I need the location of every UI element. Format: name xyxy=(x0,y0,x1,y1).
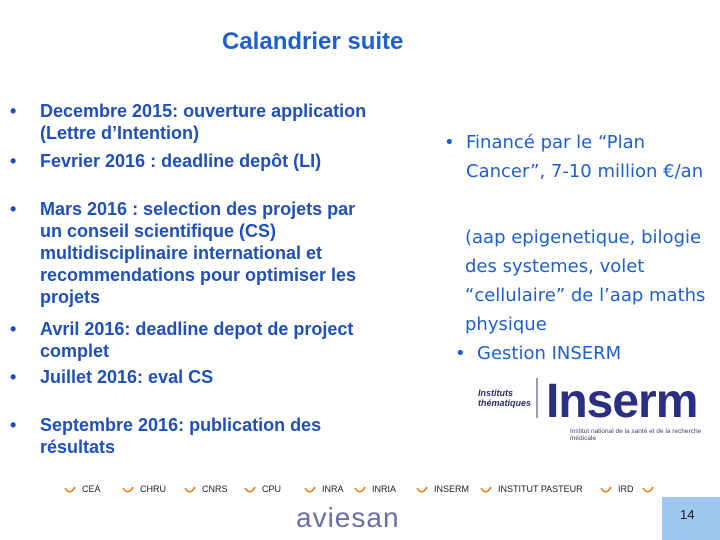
bullet-text: Decembre 2015: ouverture application (Lettre d’Intention) xyxy=(40,101,367,143)
bullet-text: Juillet 2016: eval CS xyxy=(40,367,214,387)
partner-strip xyxy=(64,484,714,500)
partner-inserm xyxy=(416,484,469,495)
bullet-marker: • xyxy=(10,319,17,339)
bullet-marker: • xyxy=(444,132,455,153)
partner-label: CHRU xyxy=(140,484,166,494)
aviesan-logo: aviesan xyxy=(296,502,400,533)
partner-end-mark xyxy=(642,484,660,495)
partner-label: INSTITUT PASTEUR xyxy=(498,484,583,494)
partner-cpu xyxy=(244,484,281,495)
bullet-text: Septembre 2016: publication des résultats xyxy=(40,415,322,457)
partner-inra xyxy=(304,484,344,495)
management-bullet xyxy=(455,339,717,368)
inserm-subtitle: Institut national de la santé et de la recherche médicale xyxy=(570,428,702,442)
partner-swirl-icon xyxy=(642,485,654,495)
partner-swirl-icon xyxy=(600,485,612,495)
partner-label: INRA xyxy=(322,484,344,494)
bullet-marker: • xyxy=(10,101,17,121)
slide-title: Calandrier suite xyxy=(222,28,404,55)
bullet-item-march xyxy=(10,198,370,308)
partner-swirl-icon xyxy=(480,485,492,495)
partner-cnrs xyxy=(184,484,228,495)
partner-swirl-icon xyxy=(354,485,366,495)
bullet-text: Mars 2016 : selection des projets par un conseil scientifique (CS) multidisciplinaire international et recommendations pour optimiser les projets xyxy=(40,199,357,307)
partner-inria xyxy=(354,484,396,495)
bullet-item-december xyxy=(10,100,370,144)
inserm-logo xyxy=(470,370,720,450)
funding-bullet xyxy=(444,128,714,186)
management-text: Gestion INSERM xyxy=(477,343,622,364)
partner-label: INSERM xyxy=(434,484,470,494)
logo-divider xyxy=(536,378,538,418)
bullet-text: Avril 2016: deadline depot de project complet xyxy=(40,319,354,361)
partner-label: IRD xyxy=(618,484,634,494)
bullet-item-july xyxy=(10,366,370,388)
bullet-text: Fevrier 2016 : deadline depôt (LI) xyxy=(40,151,322,171)
partner-cea xyxy=(64,484,101,495)
partner-label: CNRS xyxy=(202,484,228,494)
bullet-marker: • xyxy=(455,343,466,364)
partner-swirl-icon xyxy=(304,485,316,495)
partner-swirl-icon xyxy=(184,485,196,495)
inserm-wordmark: Inserm xyxy=(546,375,698,428)
partner-institut-pasteur xyxy=(480,484,583,495)
partner-label: INRIA xyxy=(372,484,397,494)
bullet-item-february xyxy=(10,150,370,172)
partner-swirl-icon xyxy=(244,485,256,495)
instituts-thematiques-label: Instituts thématiques xyxy=(478,388,532,408)
bullet-marker: • xyxy=(10,415,17,435)
partner-chru xyxy=(122,484,166,495)
partner-swirl-icon xyxy=(122,485,134,495)
partner-swirl-icon xyxy=(64,485,76,495)
bullet-marker: • xyxy=(10,367,17,387)
bullet-item-september xyxy=(10,414,370,458)
partner-label: CEA xyxy=(82,484,101,494)
partner-ird xyxy=(600,484,634,495)
partner-swirl-icon xyxy=(416,485,428,495)
page-number: 14 xyxy=(680,507,695,522)
bullet-marker: • xyxy=(10,151,17,171)
bullet-item-april xyxy=(10,318,370,362)
funding-text: Financé par le “Plan Cancer”, 7-10 million €/an xyxy=(466,132,704,182)
bullet-marker: • xyxy=(10,199,17,219)
partner-label: CPU xyxy=(262,484,282,494)
call-details: (aap epigenetique, bilogie des systemes, volet “cellulaire” de l’aap maths physique xyxy=(465,227,706,335)
